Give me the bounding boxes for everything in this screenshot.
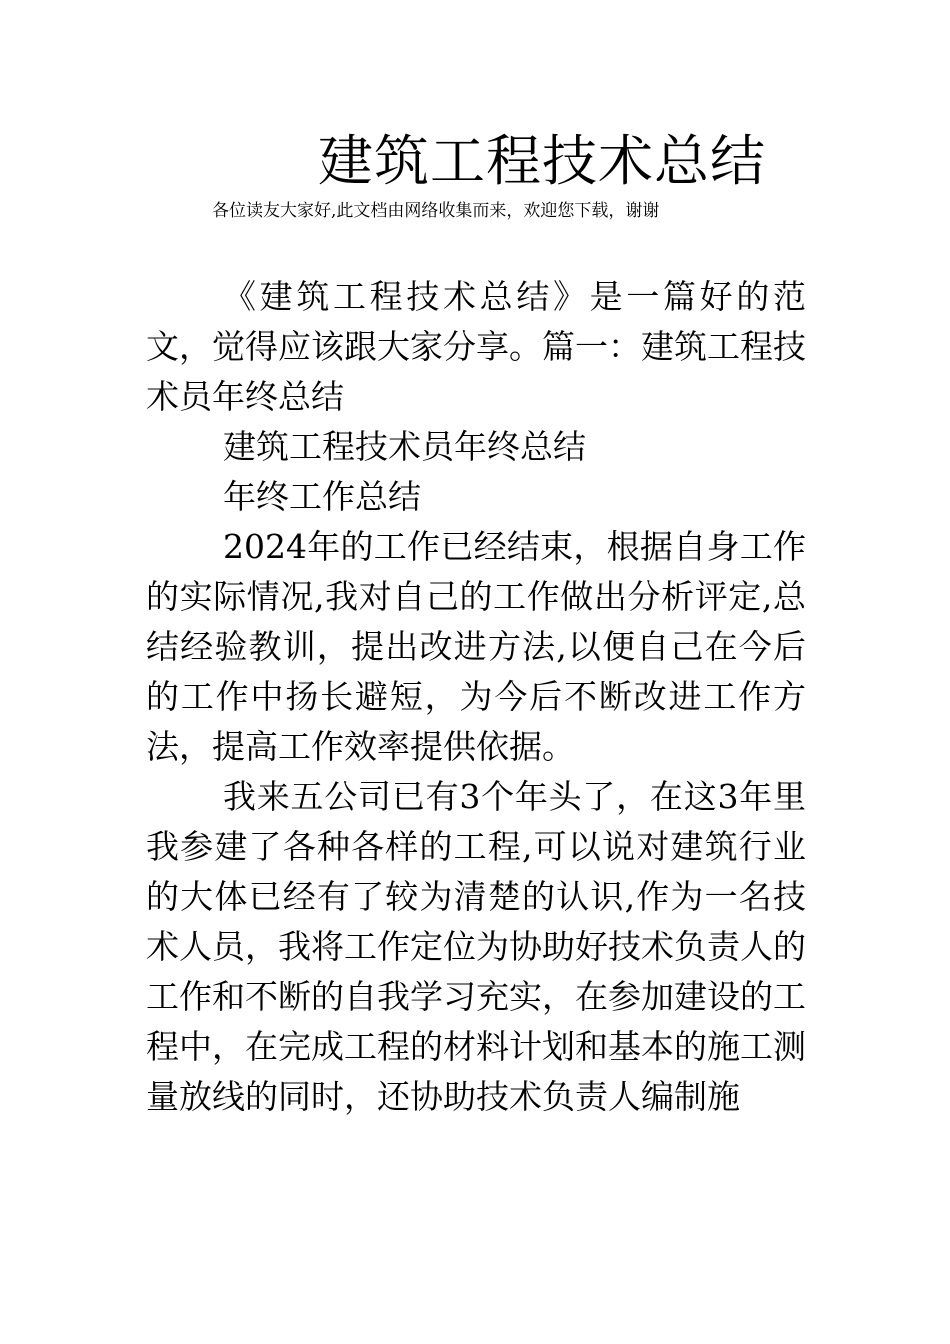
paragraph-intro: 《建筑工程技术总结》是一篇好的范文，觉得应该跟大家分享。篇一：建筑工程技术员年终总结 [146,277,806,416]
paragraph-experience: 我来五公司已有3个年头了，在这3年里我参建了各种各样的工程,可以说对建筑行业的大体已经有了较为清楚的认识,作为一名技术人员，我将工作定位为协助好技术负责人的工作和不断的自我学习充实，在参加建设的工程中，在完成工程的材料计划和基本的施工测量放线的同时，还协助技术负责人编制施 [146,777,806,1116]
paragraph-summary: 2024年的工作已经结束，根据自身工作的实际情况,我对自己的工作做出分析评定,总结经验教训，提出改进方法,以便自己在今后的工作中扬长避短，为今后不断改进工作方法，提高工作效率提供依据。 [146,527,806,766]
document-title: 建筑工程技术总结 [318,129,767,193]
document-body [146,272,806,1122]
paragraph-heading: 建筑工程技术员年终总结 [223,427,586,466]
document-subtitle: 各位读友大家好,此文档由网络收集而来，欢迎您下载，谢谢 [212,201,660,221]
paragraph-subheading: 年终工作总结 [223,477,421,516]
